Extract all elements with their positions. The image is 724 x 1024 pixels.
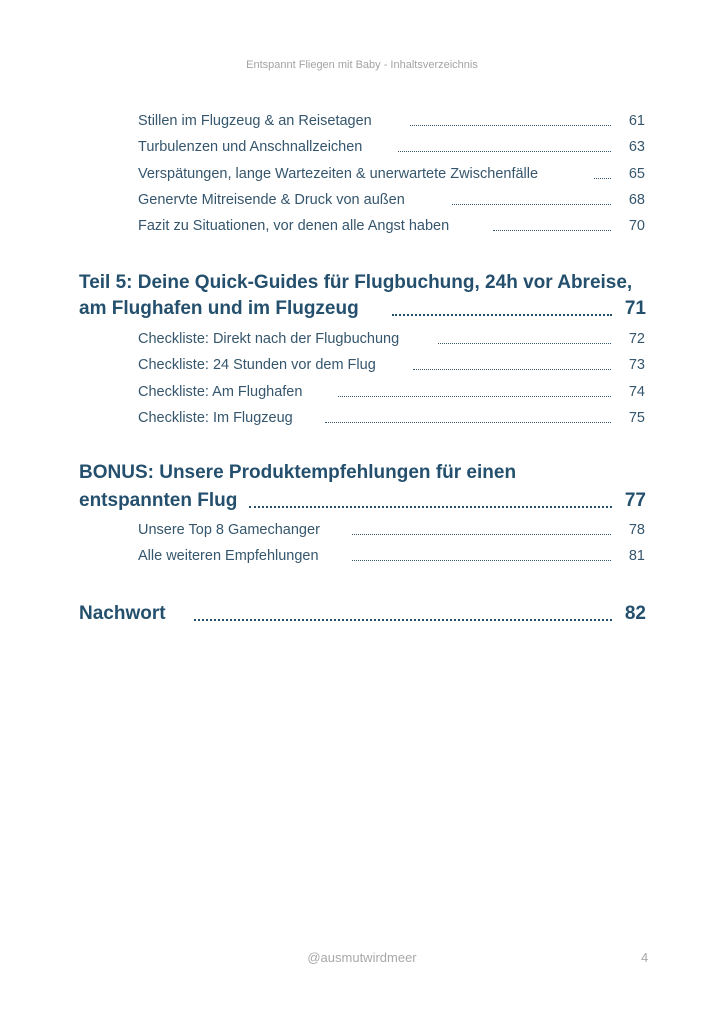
toc-entry-page: 74 [628,384,645,400]
toc-section-nachwort[interactable] [79,600,646,628]
dot-leader [594,178,611,179]
toc-entry-page: 70 [628,218,645,234]
toc-entry-label: Alle weiteren Empfehlungen [138,548,319,564]
toc-section-bonus[interactable] [79,487,646,515]
dot-leader [493,230,611,231]
toc-entry[interactable] [138,110,645,132]
toc-entry-label: Genervte Mitreisende & Druck von außen [138,192,405,208]
toc-section-bonus-line1[interactable] [79,459,646,487]
toc-entry[interactable] [138,136,645,158]
toc-entry-label: Fazit zu Situationen, vor denen alle Angst haben [138,218,450,234]
running-header: Entspannt Fliegen mit Baby - Inhaltsverzeichnis [246,59,478,71]
toc-entry-page: 78 [628,522,645,538]
toc-entry[interactable] [138,215,645,237]
section-title: am Flughafen und im Flugzeug [79,298,359,319]
section-title: BONUS: Unsere Produktempfehlungen für einen [79,462,517,483]
dot-leader [352,534,611,535]
section-title: Nachwort [79,603,166,624]
dot-leader [338,396,611,397]
toc-entry[interactable] [138,328,645,350]
dot-leader [413,369,611,370]
toc-entry-page: 72 [628,331,645,347]
dot-leader [325,422,611,423]
footer-handle: @ausmutwirdmeer [307,950,417,965]
toc-entry[interactable] [138,163,645,185]
toc-section-teil5[interactable] [79,295,646,323]
toc-entry-page: 81 [628,548,645,564]
toc-entry-page: 65 [628,166,645,182]
dot-leader [398,151,611,152]
toc-entry-label: Stillen im Flugzeug & an Reisetagen [138,113,372,129]
toc-entry-label: Verspätungen, lange Wartezeiten & unerwartete Zwischenfälle [138,166,539,182]
toc-entry-page: 73 [628,357,645,373]
dot-leader [410,125,611,126]
dot-leader [438,343,611,344]
toc-entry[interactable] [138,354,645,376]
toc-section-teil5-line1[interactable] [79,269,646,297]
footer-page-number: 4 [641,950,649,965]
toc-entry[interactable] [138,381,645,403]
toc-entry-page: 63 [628,139,645,155]
section-title: entspannten Flug [79,490,238,511]
section-title: Teil 5: Deine Quick-Guides für Flugbuchung, 24h vor Abreise, [79,272,633,293]
toc-entry-label: Turbulenzen und Anschnallzeichen [138,139,363,155]
toc-entry-label: Checkliste: 24 Stunden vor dem Flug [138,357,376,373]
toc-entry-label: Checkliste: Direkt nach der Flugbuchung [138,331,400,347]
toc-entry-page: 61 [628,113,645,129]
toc-entry[interactable] [138,545,645,567]
dot-leader [194,619,612,621]
toc-entry-label: Checkliste: Am Flughafen [138,384,303,400]
dot-leader [352,560,611,561]
section-page: 82 [624,603,646,624]
dot-leader [452,204,611,205]
section-page: 77 [624,490,646,511]
dot-leader [249,506,612,508]
toc-entry[interactable] [138,189,645,211]
toc-entry-page: 75 [628,410,645,426]
toc-entry-label: Checkliste: Im Flugzeug [138,410,293,426]
section-page: 71 [624,298,646,319]
toc-entry[interactable] [138,519,645,541]
toc-entry-label: Unsere Top 8 Gamechanger [138,522,320,538]
toc-entry[interactable] [138,407,645,429]
toc-entry-page: 68 [628,192,645,208]
dot-leader [392,314,612,316]
